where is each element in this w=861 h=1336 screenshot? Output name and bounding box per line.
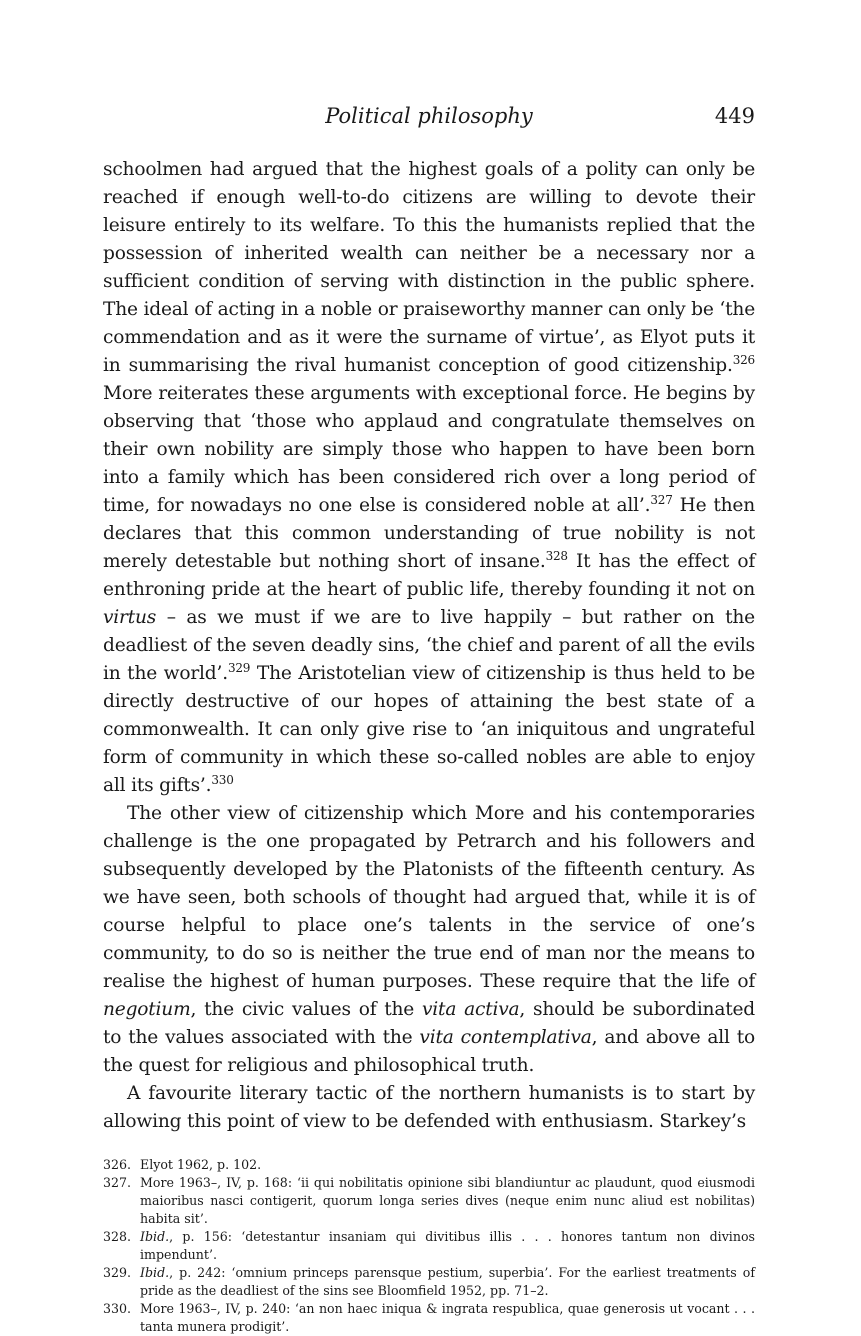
footnote-number: 327.	[103, 1175, 132, 1190]
text-run: schoolmen had argued that the highest goals of a polity can only be reached if enough well-to-do citizens are willing to devote their leisure entirely to its welfare. To this the humanists replied that the possession of inherited wealth can neither be a necessary nor a sufficient condition of serving with distinction in the public sphere. The ideal of acting in a noble or praiseworthy manner can only be ‘the commendation and as it were the surname of virtue’, as Elyot puts it in summarising the rival humanist conception of good citizenship.	[103, 159, 755, 376]
text-run: , and above all to the quest for religious and philosophical truth.	[103, 1027, 755, 1076]
footnote-text: More 1963–, IV, p. 168: ‘ii qui nobilitatis opinione sibi blandiuntur ac plaudunt, quod eiusmodi maioribus nasci contigerit, quorum longa series dives (neque enim nunc aliud est nobilitas) habita sit’.	[140, 1175, 755, 1226]
book-page	[103, 100, 755, 1336]
italic-term: vita contemplativa	[419, 1027, 592, 1048]
text-run: , should be subordinated to the values associated with the	[103, 999, 756, 1048]
footnote-text	[140, 1264, 755, 1300]
footnote-ref-330: 330	[211, 773, 234, 787]
footnote-ref-327: 327	[650, 493, 673, 507]
text-run: A favourite literary tactic of the northern humanists is to start by allowing this point of view to be defended with enthusiasm. Starkey’s	[103, 1083, 755, 1132]
footnote-number: 328.	[103, 1229, 132, 1244]
text-run: , p. 156: ‘detestantur insaniam qui divitibus illis . . . honores tantum non divinos impendunt’.	[140, 1229, 755, 1262]
text-run: , the civic values of the	[190, 999, 422, 1020]
footnote-329	[103, 1264, 755, 1300]
body-text	[103, 156, 755, 1136]
italic-term: vita activa	[422, 999, 520, 1020]
text-run: The Aristotelian view of citizenship is thus held to be directly destructive of our hopes of attaining the best state of a commonwealth. It can only give rise to ‘an iniquitous and ungrateful form of community in which these so-called nobles are able to enjoy all its gifts’.	[103, 663, 755, 796]
paragraph-3	[103, 1080, 755, 1136]
paragraph-2	[103, 800, 755, 1080]
footnote-number: 329.	[103, 1265, 132, 1280]
ibid-label: Ibid.	[140, 1229, 170, 1244]
running-title: Political philosophy	[325, 104, 533, 128]
text-run: He then declares that this common understanding of true nobility is not merely detestable but nothing short of insane.	[103, 495, 755, 572]
footnote-number: 330.	[103, 1301, 132, 1316]
italic-term: virtus	[103, 607, 157, 628]
footnote-text: Elyot 1962, p. 102.	[140, 1157, 262, 1172]
text-run: – as we must if we are to live happily – but rather on the deadliest of the seven deadly sins, ‘the chief and parent of all the evils in the world’.	[103, 607, 755, 684]
footnote-ref-326: 326	[732, 353, 755, 367]
text-run: The other view of citizenship which More and his contemporaries challenge is the one propagated by Petrarch and his followers and subsequently developed by the Platonists of the fifteenth century. As we have seen, both schools of thought had argued that, while it is of course helpful to place one’s talents in the service of one’s community, to do so is neither the true end of man nor the means to realise the highest of human purposes. These require that the life of	[103, 803, 755, 992]
ibid-label: Ibid.	[140, 1265, 170, 1280]
footnote-number: 326.	[103, 1157, 132, 1172]
text-run: It has the effect of enthroning pride at the heart of public life, thereby founding it not on	[103, 551, 755, 600]
footnote-328	[103, 1228, 755, 1264]
footnotes	[103, 1156, 755, 1336]
footnote-330	[103, 1300, 755, 1336]
paragraph-1	[103, 156, 755, 800]
text-run: , p. 242: ‘omnium princeps parensque pestium, superbia’. For the earliest treatments of pride as the deadliest of the sins see Bloomfield 1952, pp. 71–2.	[140, 1265, 755, 1298]
footnote-ref-328: 328	[545, 549, 568, 563]
footnote-326	[103, 1156, 755, 1174]
footnote-ref-329: 329	[227, 661, 251, 675]
footnote-327	[103, 1174, 755, 1228]
running-head	[103, 100, 755, 140]
text-run: More reiterates these arguments with exceptional force. He begins by observing that ‘those who applaud and congratulate themselves on their own nobility are simply those who happen to have been born into a family which has been considered rich over a long period of time, for nowadays no one else is considered noble at all’.	[103, 383, 755, 516]
footnote-text	[140, 1228, 755, 1264]
page-number: 449	[714, 104, 755, 128]
italic-term: negotium	[103, 999, 191, 1020]
footnote-text: More 1963–, IV, p. 240: ‘an non haec iniqua & ingrata respublica, quae generosis ut vocant . . . tanta munera prodigit’.	[140, 1301, 755, 1334]
